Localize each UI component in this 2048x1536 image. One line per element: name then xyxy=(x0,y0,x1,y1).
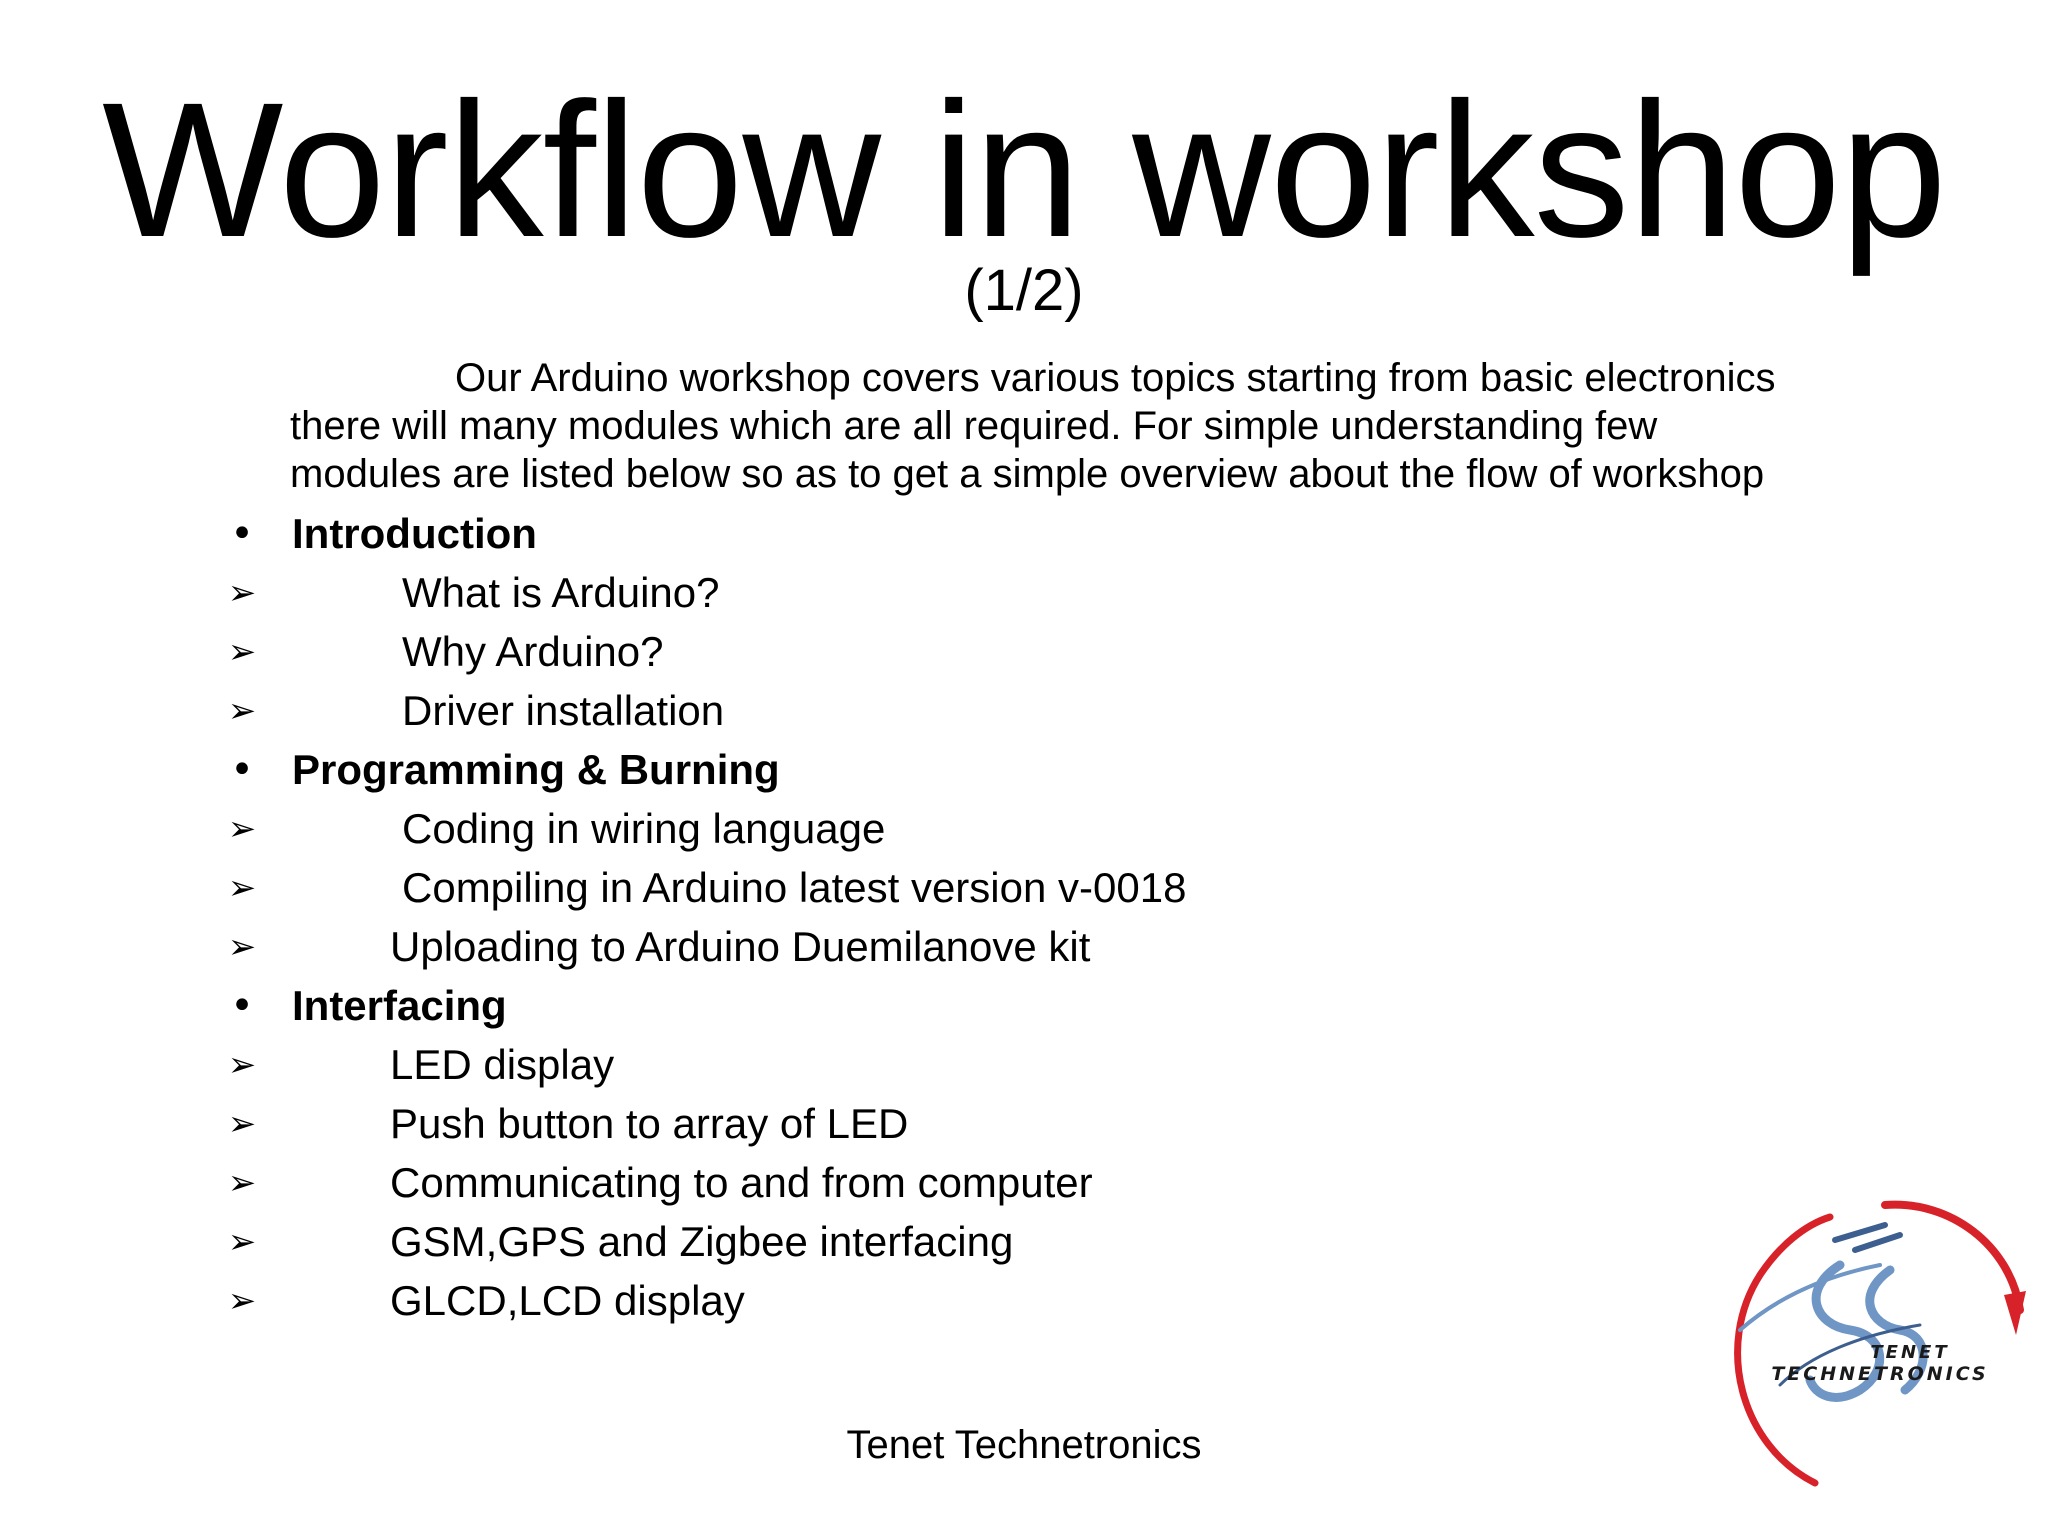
list-item xyxy=(0,564,1700,622)
slide-footer: Tenet Technetronics xyxy=(846,1423,1202,1467)
logo-ring-left xyxy=(1738,1217,1830,1483)
list-item xyxy=(0,1213,1700,1271)
arrow-bullet-icon: ➢ xyxy=(227,573,257,613)
list-item-text: What is Arduino? xyxy=(402,569,720,616)
list-item xyxy=(0,1272,1700,1330)
bullet-icon: • xyxy=(230,983,254,1029)
slide-subtitle: (1/2) xyxy=(964,258,1084,323)
section-heading-text: Introduction xyxy=(292,510,537,557)
arrow-bullet-icon: ➢ xyxy=(227,1045,257,1085)
section-heading-text: Programming & Burning xyxy=(292,746,780,793)
slide-title: Workflow in workshop xyxy=(102,62,1946,277)
list-item xyxy=(0,1095,1700,1153)
arrow-bullet-icon: ➢ xyxy=(227,1281,257,1321)
list-item xyxy=(0,623,1700,681)
logo-text-top: TENET xyxy=(1870,1342,1950,1363)
intro-line: Our Arduino workshop covers various topics starting from basic electronics xyxy=(455,356,1776,400)
intro-paragraph xyxy=(290,354,1920,498)
logo-ring-right xyxy=(1885,1205,2020,1310)
arrow-bullet-icon: ➢ xyxy=(227,927,257,967)
logo-ring-arrowhead xyxy=(2004,1291,2026,1335)
arrow-bullet-icon: ➢ xyxy=(227,632,257,672)
list-item-text: Push button to array of LED xyxy=(390,1100,909,1147)
section-heading-text: Interfacing xyxy=(292,982,507,1029)
list-item xyxy=(0,1036,1700,1094)
arrow-bullet-icon: ➢ xyxy=(227,1222,257,1262)
section-heading-interfacing xyxy=(0,977,1700,1035)
list-item-text: Why Arduino? xyxy=(402,628,664,675)
list-item xyxy=(0,918,1700,976)
list-item-text: LED display xyxy=(390,1041,615,1088)
arrow-bullet-icon: ➢ xyxy=(227,1104,257,1144)
arrow-bullet-icon: ➢ xyxy=(227,868,257,908)
logo-text-bottom: TECHNETRONICS xyxy=(1771,1363,1989,1385)
list-item-text: GSM,GPS and Zigbee interfacing xyxy=(390,1218,1014,1265)
list-item-text: Uploading to Arduino Duemilanove kit xyxy=(390,923,1091,970)
arrow-bullet-icon: ➢ xyxy=(227,691,257,731)
bullet-icon: • xyxy=(230,747,254,793)
intro-line: there will many modules which are all required. For simple understanding few xyxy=(290,404,1658,448)
intro-line: modules are listed below so as to get a simple overview about the flow of workshop xyxy=(290,452,1765,496)
arrow-bullet-icon: ➢ xyxy=(227,1163,257,1203)
arrow-bullet-icon: ➢ xyxy=(227,809,257,849)
logo-swirl xyxy=(1835,1225,1900,1250)
bullet-icon: • xyxy=(230,511,254,557)
tenet-technetronics-logo xyxy=(1720,1195,2030,1495)
list-item-text: Compiling in Arduino latest version v-0018 xyxy=(402,864,1187,911)
list-item-text: Communicating to and from computer xyxy=(390,1159,1093,1206)
list-item xyxy=(0,859,1700,917)
section-heading-programming xyxy=(0,741,1700,799)
list-item xyxy=(0,1154,1700,1212)
section-heading-introduction xyxy=(0,505,1700,563)
list-item-text: GLCD,LCD display xyxy=(390,1277,745,1324)
list-item-text: Driver installation xyxy=(402,687,725,734)
list-item xyxy=(0,800,1700,858)
list-item-text: Coding in wiring language xyxy=(402,805,886,852)
list-item xyxy=(0,682,1700,740)
